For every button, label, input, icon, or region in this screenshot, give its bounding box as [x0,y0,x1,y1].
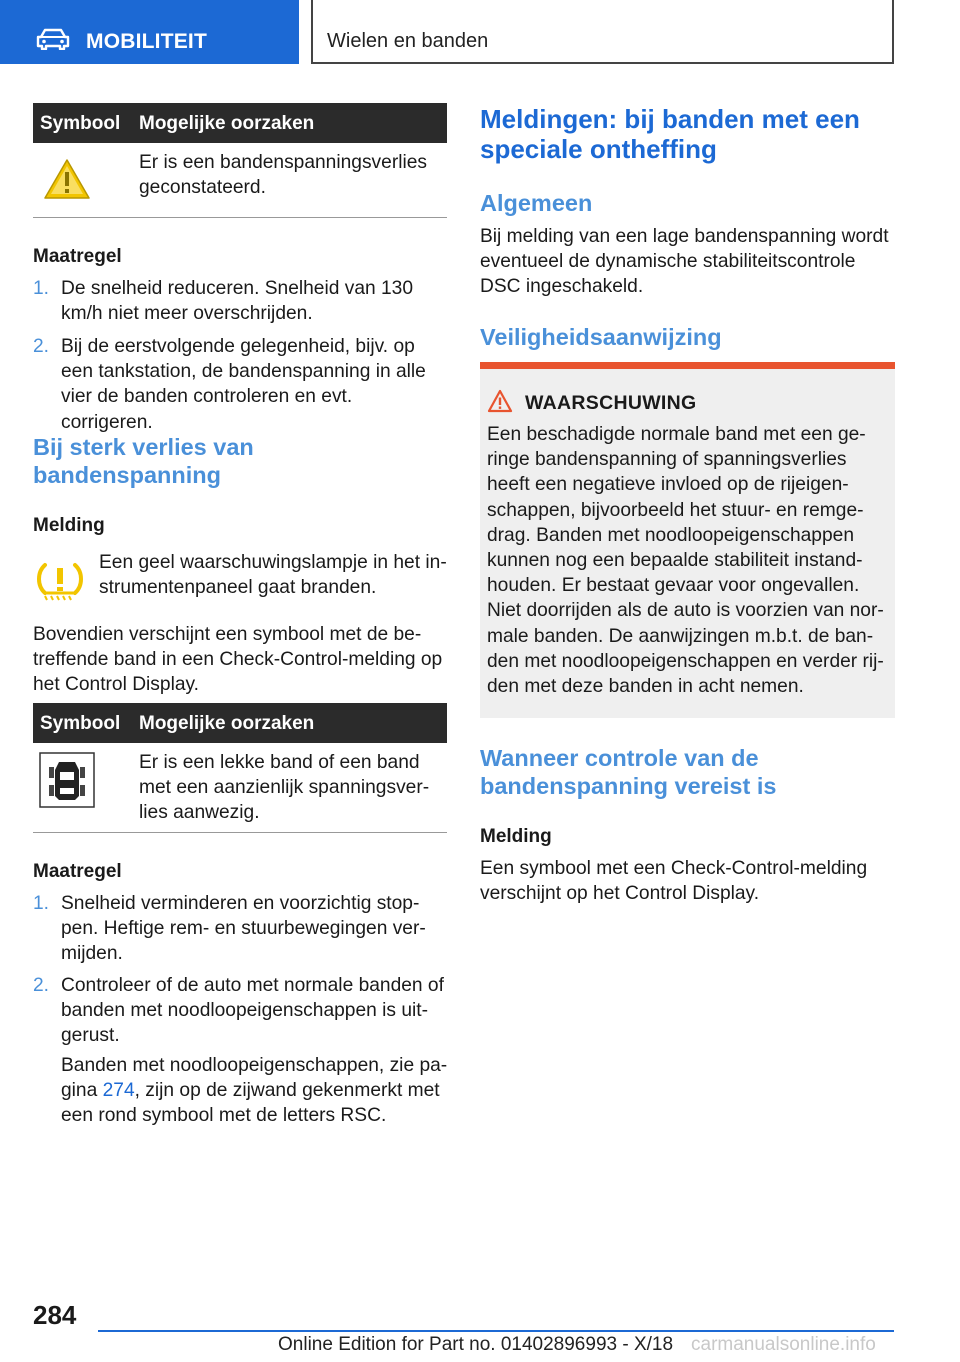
watermark-text: carmanualsonline.info [691,1334,876,1355]
measure2-item1-number: 1. [33,893,50,914]
melding-text-right: Een symbool met een Check-Control-melding verschijnt op het Control Display. [480,858,868,905]
heading-special-exemption: Meldingen: bij banden met een speciale ontheffing [480,104,860,164]
warning-triangle-icon [487,389,513,413]
heading-general: Algemeen [480,190,593,216]
general-text: Bij melding van een lage bandenspanning wordt eventueel de dynamische stabiliteitscontrole DSC ingeschakeld. [480,226,889,298]
measure2-item1-text: Snelheid verminderen en voorzichtig stoppen. Heftige rem- en stuurbewegingen vermijden. [61,893,426,965]
melding-title-right: Melding [480,826,552,847]
measure2-item2-number: 2. [33,975,50,996]
measure2-title: Maatregel [33,861,122,882]
measure1-item1-number: 1. [33,278,50,299]
table1-col-causes: Mogelijke oorzaken [139,113,315,134]
section-title: MOBILITEIT [86,30,207,53]
melding-title-left: Melding [33,515,105,536]
measure2-item2-text: Controleer of de auto met normale banden of banden met noodloopeigenschappen is uitgerust. [61,975,444,1047]
page-number: 284 [33,1300,77,1330]
table1-divider [33,217,447,218]
measure1-item2-text: Bij de eerstvolgende gelegenheid, bijv. op een tankstation, de bandenspanning in alle vier de banden controleren en evt. corrigeren. [61,336,426,433]
footer-line [98,1330,894,1332]
table2-row1-text: Er is een lekke band of een band met een aanzienlijk spanningsverlies aanwezig. [139,752,430,824]
table1-row1-text: Er is een bandenspanningsverlies geconstateerd. [139,152,427,199]
tire-warning-lamp-icon [35,560,85,602]
table1-header [33,103,447,143]
header-chapter [311,0,894,64]
table2-header [33,703,447,743]
tire-pressure-warning-icon [43,157,91,201]
warning-label: WAARSCHUWING [525,392,697,414]
table2-col-causes: Mogelijke oorzaken [139,713,315,734]
warning-text: Een beschadigde normale band met een geringe bandenspanning of spanningsverlies heeft een negatieve invloed op de rijeigenschappen, bijvoorbeeld het stuur- en remgedrag. Banden met noodloopeigenschappen kunnen nog een bepaalde stabiliteit instandhouden. Er bestaat gevaar voor ongevallen. Niet doorrijden als de auto is voorzien van normale banden. De aanwijzingen m.b.t. de banden met noodloopeigenschappen en verder rijden met deze banden in acht nemen. [487,424,884,698]
edition-text: Online Edition for Part no. 01402896993 - X/18 [278,1334,674,1355]
additional-text: Bovendien verschijnt een symbool met de betreffende band in een Check-Control-melding op het Control Display. [33,624,443,696]
header-section-tab[interactable] [0,0,299,64]
measure1-title: Maatregel [33,246,122,267]
note-before: Banden met noodloopeigenschappen, zie pagina [61,1055,448,1102]
flat-tire-car-icon [39,752,95,808]
table1-col-symbol: Symbool [40,113,121,134]
car-icon [36,28,70,50]
melding-text-left: Een geel waarschuwingslampje in het instrumentenpaneel gaat branden. [99,552,447,599]
measure1-item2-number: 2. [33,336,50,357]
table2-col-symbol: Symbool [40,713,121,734]
measure2-note [61,1053,449,1129]
heading-safety: Veiligheidsaanwijzing [480,324,722,350]
chapter-title: Wielen en banden [327,30,489,52]
page-link-274[interactable]: 274 [102,1080,135,1102]
warning-bar [480,362,895,369]
note-after: , zijn op de zijwand gekenmerkt met een rond symbool met de letters RSC. [61,1080,440,1127]
heading-severe-loss: Bij sterk verlies van bandenspanning [33,434,254,488]
table2-divider [33,832,447,833]
measure1-item1-text: De snelheid reduceren. Snelheid van 130 km/h niet meer overschrijden. [61,278,414,325]
heading-check-required: Wanneer controle van de bandenspanning vereist is [480,745,777,799]
